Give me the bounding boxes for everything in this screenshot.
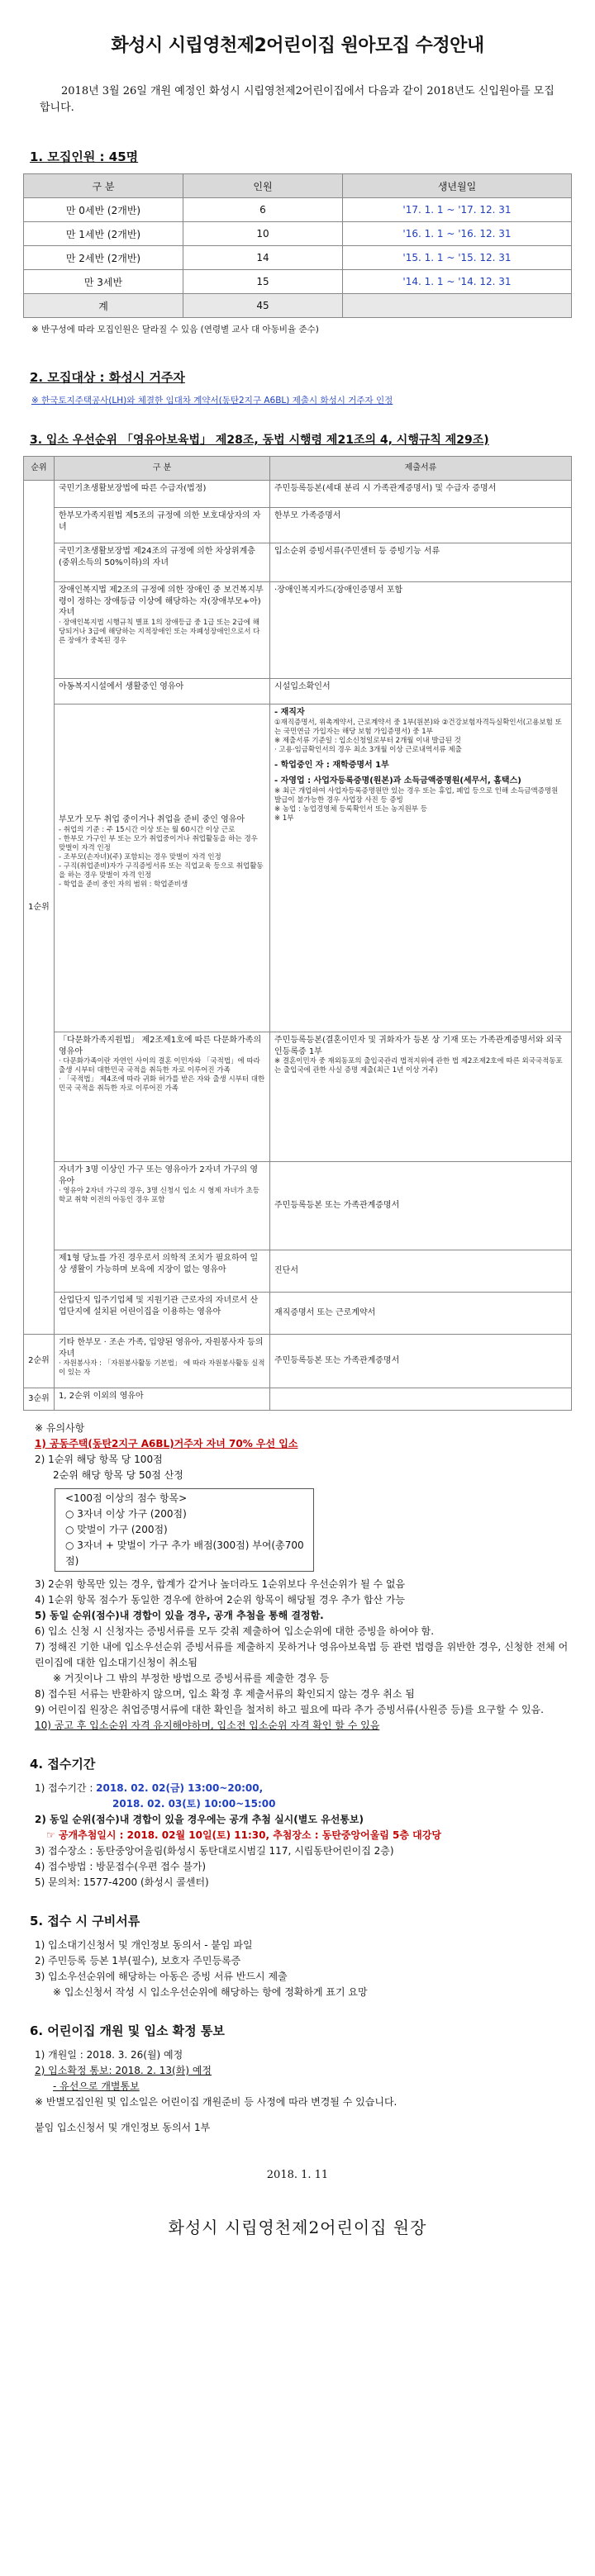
note-item: 4) 1순위 항목 점수가 동일한 경우에 한하여 2순위 항목이 해당될 경우 추가 합산 가능 [35,1594,406,1606]
total-label: 계 [24,294,183,318]
required-doc: 2) 주민등록 등본 1부(필수), 보호자 주민등록증 [35,1955,241,1966]
criteria-cell [55,1335,270,1388]
criteria-detail: · 영유아 2자녀 가구의 경우, 3명 신청시 입소 시 형제 자녀가 초등학교 취학 이전의 아동인 경우 포함 [59,1187,260,1204]
table-row [24,1250,572,1293]
criteria-cell [55,1032,270,1162]
note-item: 2순위 해당 항목 당 50점 산정 [53,1469,183,1481]
criteria-cell: 제1형 당뇨를 가진 경우로서 의학적 조치가 필요하여 일상 생활이 가능하며 보육에 지장이 없는 영유아 [55,1250,270,1293]
note-item: 7) 정해진 기한 내에 입소우선순위 증빙서류를 제출하지 못하거나 영유아보육법 등 관련 법령을 위반한 경우, 신청한 전체 어린이집에 대한 입소대기신청이 취소됨 [35,1641,569,1668]
required-doc: 1) 입소대기신청서 및 개인정보 동의서 - 붙임 파일 [35,1939,253,1951]
criteria-detail: - 한부모 가구인 부 또는 모가 취업중이거나 취업활동을 하는 경우 맞벌이 자격 인정 [59,834,258,852]
criteria-detail: · 다문화가족이란 자연인 사이의 결혼 이민자와 「국적법」에 따라 출생 시부터 대한민국 국적을 취득한 자로 이루어진 가족 [59,1057,260,1075]
score-box-title: <100점 이상의 점수 항목> [65,1492,188,1504]
rank-cell: 3순위 [24,1388,55,1411]
document-cell: 주민등록등본(세대 분리 시 가족관계증명서) 및 수급자 증명서 [270,481,572,508]
doc-subtitle: - 학업중인 자 : 재학증명서 1부 [274,760,389,770]
criteria-cell: 산업단지 입주기업체 및 지원기관 근로자의 자녀로서 산업단지에 설치된 어린이집을 이용하는 영유아 [55,1293,270,1335]
lottery-schedule: ☞ 공개추첨일시 : 2018. 02월 10일(토) 11:30, 추첨장소 : 동탄중앙어울림 5층 대강당 [46,1829,441,1841]
criteria-text: 부모가 모두 취업 중이거나 취업을 준비 중인 영유아 [59,815,245,824]
required-doc: 3) 입소우선순위에 해당하는 아동은 증빙 서류 반드시 제출 [35,1971,288,1982]
note-item: 5) 동일 순위(점수)내 경합이 있을 경우, 공개 추첨을 통해 결정함. [35,1610,324,1621]
criteria-cell [55,704,270,1032]
section-6-heading: 6. 어린이집 개원 및 입소 확정 통보 [30,2023,225,2038]
doc-subtitle: - 재직자 [274,708,305,717]
doc-line: · 고용·임금확인서의 경우 최소 3개월 이상 근로내역서류 제출 [274,745,462,754]
table-row [24,508,572,543]
doc-subtitle: - 자영업 : 사업자등록증명(원본)과 소득금액증명원(세무서, 홈택스) [274,776,521,785]
criteria-cell [55,582,270,679]
criteria-detail: - 구직(취업준비)자가 구직증빙서류 또는 직업교육 등으로 취업활동을 하는 경우 맞벌이 자격 인정 [59,861,264,880]
document-cell [270,704,572,1032]
criteria-text: 자녀가 3명 이상인 가구 또는 영유아가 2자녀 가구의 영유아 [59,1165,259,1186]
birth-cell: '14. 1. 1 ~ '14. 12. 31 [343,270,572,294]
doc-line: ※ 1부 [274,814,294,823]
document-cell: 한부모 가족증명서 [270,508,572,543]
criteria-detail: · 자원봉사자 : 「자원봉사활동 기본법」 에 따라 자원봉사활동 실적이 있는 자 [59,1359,265,1377]
criteria-detail: · 장애인복지법 시행규칙 별표 1의 장애등급 중 1급 또는 2급에 해당되거나 3급에 해당하는 지적장애인 또는 자폐성장애인으로서 다른 장애가 중복된 경우 [59,618,260,645]
note-item: 1) 공동주택(동탄2지구 A6BL)거주자 자녀 70% 우선 입소 [35,1438,298,1449]
col-header: 구 분 [24,174,183,198]
criteria-cell: 1, 2순위 이외의 영유아 [55,1388,270,1411]
criteria-detail: - 학업을 준비 중인 자의 범위 : 학업준비생 [59,880,188,889]
col-header: 구 분 [55,457,270,481]
apply-period-day1: 2018. 02. 02(금) 13:00~20:00, [96,1782,264,1794]
table-row [24,246,572,270]
note-item: 2) 1순위 해당 항목 당 100점 [35,1454,163,1465]
section-5-heading: 5. 접수 시 구비서류 [30,1914,140,1928]
table-row [24,679,572,704]
col-header: 제출서류 [270,457,572,481]
birth-cell: '17. 1. 1 ~ '17. 12. 31 [343,198,572,222]
criteria-text: 「다문화가족지원법」 제2조제1호에 따른 다문화가족의 영유아 [59,1036,262,1056]
count-cell: 15 [183,270,343,294]
rank-cell: 2순위 [24,1335,55,1388]
doc-line: ※ 최근 개업하여 사업자등록증명원만 있는 경우 또는 휴업, 폐업 등으로 인해 소득금액증명원 발급이 불가능한 경우 사업장 사진 등 증빙 [274,786,559,804]
table-header-row [24,174,572,198]
notes-heading: ※ 유의사항 [35,1422,85,1434]
document-cell: ·장애인복지카드(장애인증명서 포함 [270,582,572,679]
rank-cell: 1순위 [24,481,55,1335]
table-row [24,481,572,508]
section-1-note: ※ 반구성에 따라 모집인원은 달라질 수 있음 (연령별 교사 대 아동비율 준수) [31,325,319,334]
section-2-note: ※ 한국토지주택공사(LH)와 체결한 임대차 계약서(동탄2지구 A6BL) 제출시 화성시 거주자 인정 [31,396,393,406]
criteria-cell: 국민기초생활보장법에 따른 수급자(법정) [55,481,270,508]
document-cell: 주민등록등본 또는 가족관계증명서 [270,1162,572,1250]
col-header: 순위 [24,457,55,481]
col-header: 인원 [183,174,343,198]
birth-cell: '15. 1. 1 ~ '15. 12. 31 [343,246,572,270]
class-cell: 만 0세반 (2개반) [24,198,183,222]
doc-line: ※ 결혼이민자 중 재외동포의 출입국관리 법적지위에 관한 법 제2조제2호에 따른 외국국적동포는 출입국에 관한 사실 증명 제출(최근 1년 이상 거주) [274,1057,563,1075]
attachment-note: 붙임 입소신청서 및 개인정보 동의서 1부 [35,2122,211,2133]
criteria-detail: - 취업의 기준 : 주 15시간 이상 또는 월 60시간 이상 근로 [59,825,236,834]
priority-table [23,456,572,1411]
section-6-list [35,2047,572,2136]
criteria-text: 기타 한부모 · 조손 가족, 입양된 영유아, 자원봉사자 등의 자녀 [59,1338,264,1359]
count-cell: 6 [183,198,343,222]
apply-place: 3) 접수장소 : 동탄중앙어울림(화성시 동탄대로시범길 117, 시립동탄어린이집 2층) [35,1845,394,1857]
doc-line: ①재직증명서, 위촉계약서, 근로계약서 중 1부(원본)와 ②건강보험자격득실확인서(고용보험 또는 국민연금 가입자는 해당 보험 가입증명서) 중 1부 [274,718,562,736]
document-cell [270,1032,572,1162]
score-box-item: ○ 맞벌이 가구 (200점) [65,1524,168,1535]
document-cell: 주민등록등본 또는 가족관계증명서 [270,1335,572,1388]
document-cell: 시설입소확인서 [270,679,572,704]
col-header: 생년월일 [343,174,572,198]
table-row [24,1162,572,1250]
doc-line: ※ 제출서류 기준일 : 입소신청일로부터 2개월 이내 발급된 것 [274,736,461,745]
confirm-method: - 유선으로 개별통보 [53,2080,140,2092]
table-row [24,1293,572,1335]
class-cell: 만 3세반 [24,270,183,294]
score-box-item: ○ 3자녀 이상 가구 (200점) [65,1508,187,1520]
criteria-cell: 국민기초생활보장법 제24조의 규정에 의한 차상위계층(중위소득의 50%이하)의 자녀 [55,543,270,582]
recruit-table [23,173,572,318]
signature: 화성시 시립영천제2어린이집 원장 [168,2218,427,2237]
table-row [24,704,572,1032]
note-item: 6) 입소 신청 시 신청자는 증빙서류를 모두 갖춰 제출하여 입소순위에 대한 증빙을 하여야 함. [35,1625,435,1637]
table-row [24,543,572,582]
table-row [24,582,572,679]
criteria-cell: 한부모가족지원법 제5조의 규정에 의한 보호대상자의 자녀 [55,508,270,543]
table-row [24,1335,572,1388]
apply-period-label: 1) 접수기간 : [35,1782,97,1794]
criteria-text: 장애인복지법 제2조의 규정에 의한 장애인 중 보건복지부령이 정하는 장애등급 이상에 해당하는 자(장애부모+아) 자녀 [59,586,264,617]
doc-line: 주민등록등본(결혼이민자 및 귀화자가 등본 상 기재 또는 가족관계증명서와 외국인등록증 1부 [274,1036,563,1056]
note-item: ※ 거짓이나 그 밖의 부정한 방법으로 증빙서류를 제출한 경우 등 [53,1672,330,1684]
section-5-list [35,1938,572,2000]
document-cell: 재직증명서 또는 근로계약서 [270,1293,572,1335]
document-cell: 진단서 [270,1250,572,1293]
total-blank [343,294,572,318]
apply-method: 4) 접수방법 : 방문접수(우편 접수 불가) [35,1861,207,1872]
confirm-notice: 2) 입소확정 통보: 2018. 2. 13(화) 예정 [35,2065,212,2076]
score-box-item: ○ 3자녀 + 맞벌이 가구 추가 배점(300점) 부여(총700점) [65,1539,304,1567]
note-item: 9) 어린이집 원장은 취업증명서류에 대한 확인을 철저히 하고 필요에 따라 추가 증빙서류(사원증 등)를 요구할 수 있음. [35,1704,544,1715]
section-2-heading: 2. 모집대상 : 화성시 거주자 [30,370,185,385]
criteria-cell: 아동복지시설에서 생활중인 영유아 [55,679,270,704]
document-cell [270,1388,572,1411]
change-note: ※ 반별모집인원 및 입소일은 어린이집 개원준비 등 사정에 따라 변경될 수 있습니다. [35,2096,397,2108]
score-box [55,1488,314,1572]
class-cell: 만 1세반 (2개반) [24,222,183,246]
count-cell: 14 [183,246,343,270]
total-value: 45 [183,294,343,318]
section-4-list [35,1781,572,1890]
total-row [24,294,572,318]
table-row [24,1388,572,1411]
table-row [24,222,572,246]
required-doc-note: ※ 입소신청서 작성 시 입소우선순위에 해당하는 항에 정확하게 표기 요망 [53,1986,368,1998]
apply-period [35,1781,572,1796]
section-3-heading: 3. 입소 우선순위 「영유아보육법」 제28조, 동법 시행령 제21조의 4, 시행규칙 제29조) [30,434,489,447]
section-4-heading: 4. 접수기간 [30,1757,96,1772]
intro-text: 2018년 3월 26일 개원 예정인 화성시 시립영천제2어린이집에서 다음과 같이 2018년도 신입원아를 모집합니다. [40,85,555,114]
notice-date: 2018. 1. 11 [266,2169,329,2181]
apply-period-day2: 2018. 02. 03(토) 10:00~15:00 [112,1798,276,1810]
page-title: 화성시 시립영천제2어린이집 원아모집 수정안내 [111,36,484,56]
contact-info: 5) 문의처: 1577-4200 (화성시 콜센터) [35,1876,209,1888]
document-cell: 입소순위 증빙서류(주민센터 등 증빙기능 서류 [270,543,572,582]
count-cell: 10 [183,222,343,246]
notes-block [35,1421,572,1734]
note-item: 10) 공고 후 입소순위 자격 유지해야하며, 입소전 입소순위 자격 확인 할 수 있음 [35,1720,380,1731]
table-header-row [24,457,572,481]
class-cell: 만 2세반 (2개반) [24,246,183,270]
table-row [24,1032,572,1162]
section-1-heading: 1. 모집인원 : 45명 [30,149,139,164]
criteria-detail: · 「국적법」 제4조에 따라 귀화 허가를 받은 자와 출생 시부터 대한민국 국적을 취득한 자로 이루어진 가족 [59,1075,265,1093]
birth-cell: '16. 1. 1 ~ '16. 12. 31 [343,222,572,246]
opening-date: 1) 개원일 : 2018. 3. 26(월) 예정 [35,2049,183,2061]
criteria-cell [55,1162,270,1250]
lottery-note: 2) 동일 순위(점수)내 경합이 있을 경우에는 공개 추첨 실시(별도 유선통보) [35,1814,364,1825]
note-item: 3) 2순위 항목만 있는 경우, 합계가 같거나 높더라도 1순위보다 우선순위가 될 수 없음 [35,1578,406,1590]
table-row [24,270,572,294]
criteria-detail: - 조부모(손자녀)(주) 포함되는 경우 맞벌이 자격 인정 [59,852,221,861]
doc-line: ※ 농업 : 농업경영체 등록확인서 또는 농지원부 등 [274,804,427,814]
note-item: 8) 접수된 서류는 반환하지 않으며, 입소 확정 후 제출서류의 확인되지 않는 경우 취소 됨 [35,1688,415,1700]
table-row [24,198,572,222]
